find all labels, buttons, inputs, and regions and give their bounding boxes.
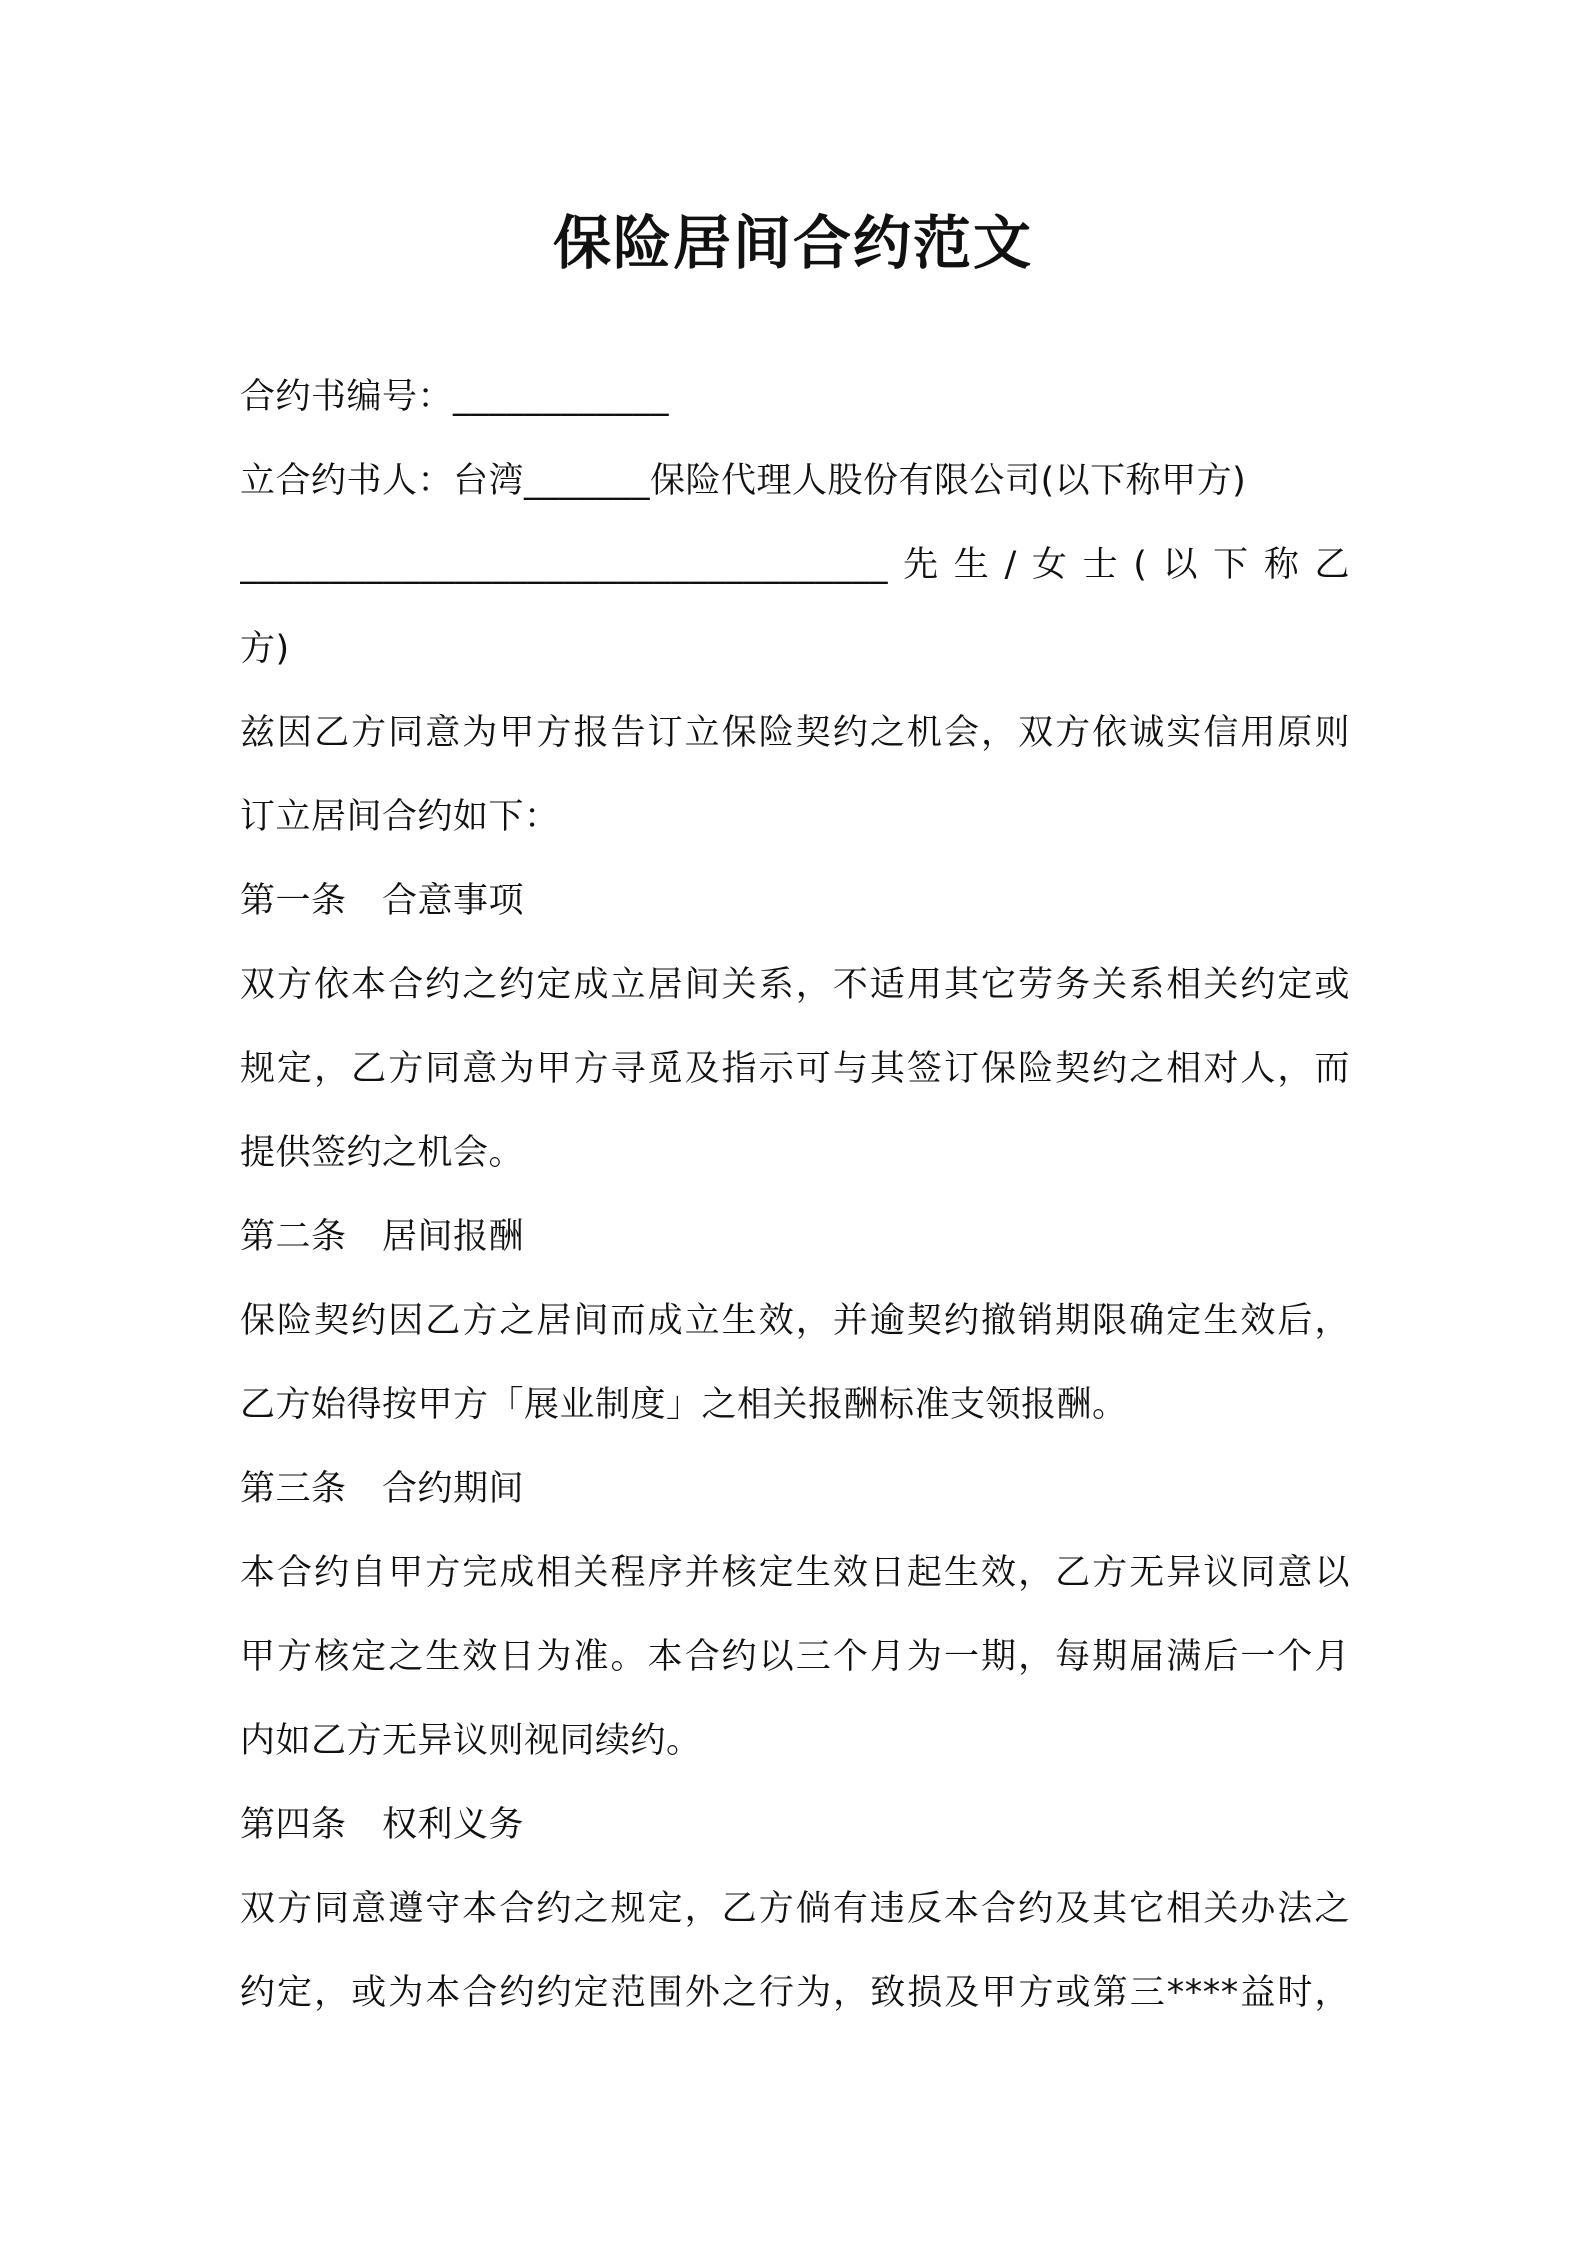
article-3-text: 内如乙方无异议则视同续约。: [240, 1721, 702, 1761]
article-1-text: 规定，乙方同意为甲方寻觅及指示可与其签订保险契约之相对人，而: [240, 1049, 1350, 1089]
article-3-text: 甲方核定之生效日为准。本合约以三个月为一期，每期届满后一个月: [240, 1637, 1350, 1677]
article-2-text: 保险契约因乙方之居间而成立生效，并逾契约撤销期限确定生效后，: [240, 1301, 1350, 1341]
article-2-text: 乙方始得按甲方「展业制度」之相关报酬标准支领报酬。: [240, 1385, 1128, 1425]
article-4-text: 约定，或为本合约约定范围外之行为，致损及甲方或第三****益时，: [240, 1973, 1350, 2013]
article-4-heading: 第四条 权利义务: [240, 1805, 525, 1845]
party-a-line: 立合约书人：台湾_______保险代理人股份有限公司(以下称甲方): [240, 461, 1247, 501]
party-b-line: ____________________________________先生/女士(以下称乙: [240, 545, 1350, 585]
article-3-text: 本合约自甲方完成相关程序并核定生效日起生效，乙方无异议同意以: [240, 1553, 1350, 1593]
article-2-heading: 第二条 居间报酬: [240, 1217, 525, 1257]
article-1-heading: 第一条 合意事项: [240, 881, 525, 921]
party-b-line-continued: 方): [240, 629, 290, 669]
contract-number-line: 合约书编号：____________: [240, 377, 670, 417]
article-1-text: 提供签约之机会。: [240, 1133, 525, 1173]
article-3-heading: 第三条 合约期间: [240, 1469, 525, 1509]
document-body: [240, 355, 1350, 2035]
document-title: 保险居间合约范文: [552, 209, 1033, 277]
article-4-text: 双方同意遵守本合约之规定，乙方倘有违反本合约及其它相关办法之: [240, 1889, 1350, 1929]
preamble-line: 兹因乙方同意为甲方报告订立保险契约之机会，双方依诚实信用原则: [240, 713, 1350, 753]
preamble-line-end: 订立居间合约如下：: [240, 797, 560, 837]
article-1-text: 双方依本合约之约定成立居间关系，不适用其它劳务关系相关约定或: [240, 965, 1350, 1005]
